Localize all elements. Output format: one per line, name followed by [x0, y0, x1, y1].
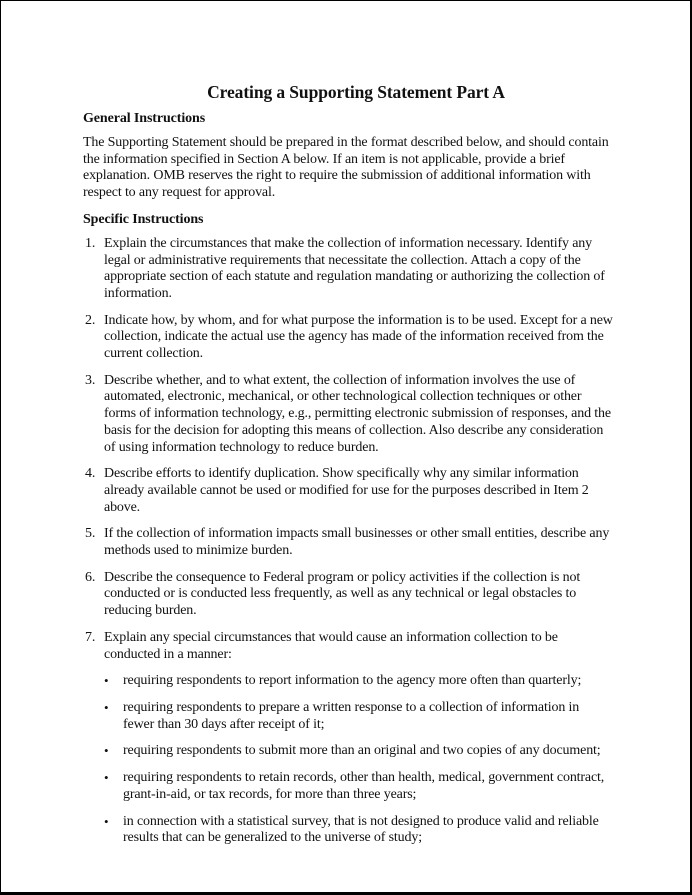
item-text: Explain any special circumstances that would cause an information collection to be conducted in a manner:: [104, 629, 558, 662]
list-item: [83, 373, 613, 457]
list-item: [83, 236, 613, 303]
general-instructions-text: The Supporting Statement should be prepared in the format described below, and should contain the information specified in Section A below. If an item is not applicable, provide a brief explanation. OMB reserves the right to require the submission of additional information with respect to any request for approval.: [83, 135, 609, 201]
document-content: [83, 81, 613, 857]
bullet-text: in connection with a statistical survey, that is not designed to produce valid and reliable results that can be generalized to the universe of study;: [123, 813, 599, 846]
item-number: 3.: [85, 372, 96, 388]
bullet-item: [104, 743, 613, 760]
bullet-icon: •: [104, 743, 109, 759]
bullet-icon: •: [104, 699, 109, 715]
bullet-icon: •: [104, 770, 109, 786]
list-item: [83, 570, 613, 620]
specific-instructions-list: [83, 236, 613, 847]
special-circumstances-list: [104, 673, 613, 847]
bullet-icon: •: [104, 813, 109, 829]
list-item: [83, 313, 613, 363]
list-item: [83, 526, 613, 559]
item-text: If the collection of information impacts small businesses or other small entities, describe any methods used to minimize burden.: [104, 526, 610, 559]
item-number: 2.: [85, 312, 96, 328]
item-text: Indicate how, by whom, and for what purpose the information is to be used. Except for a new collection, indicate the actual use the agency has made of the information received from the current collection.: [104, 312, 613, 362]
specific-instructions-heading: Specific Instructions: [83, 211, 204, 227]
bullet-icon: •: [104, 673, 109, 689]
item-text: Describe efforts to identify duplication. Show specifically why any similar information already available cannot be used or modified for use for the purposes described in Item 2 above.: [104, 466, 589, 515]
general-instructions-heading: General Instructions: [83, 111, 206, 126]
item-text: Describe the consequence to Federal program or policy activities if the collection is not conducted or is conducted less frequently, as well as any technical or legal obstacles to reducing burden.: [104, 569, 581, 619]
item-number: 4.: [85, 466, 96, 482]
item-number: 1.: [85, 235, 96, 251]
bullet-item: [104, 673, 613, 690]
bullet-item: [104, 700, 613, 733]
bullet-text: requiring respondents to submit more than an original and two copies of any document;: [123, 743, 601, 759]
item-text: Describe whether, and to what extent, the collection of information involves the use of automated, electronic, mechanical, or other technological collection techniques or other forms of information technology, e.g., permitting electronic submission of responses, and the basis for the decision for adopting this means of collection. Also describe any consideration of using information technology to reduce burden.: [104, 372, 611, 455]
bullet-text: requiring respondents to prepare a written response to a collection of information in fewer than 30 days after receipt of it;: [123, 699, 580, 732]
document-title: Creating a Supporting Statement Part A: [207, 82, 505, 102]
bullet-item: [104, 770, 613, 803]
bullet-text: requiring respondents to retain records, other than health, medical, government contract, grant-in-aid, or tax records, for more than three years;: [123, 770, 605, 802]
item-number: 6.: [85, 569, 96, 585]
list-item: [83, 630, 613, 847]
list-item: [83, 466, 613, 516]
item-text: Explain the circumstances that make the collection of information necessary. Identify any legal or administrative requirements that necessitate the collection. Attach a copy of the appropriate section of each statute and regulation mandating or authorizing the collection of information.: [104, 235, 605, 301]
item-number: 5.: [85, 526, 96, 542]
item-number: 7.: [85, 629, 96, 645]
bullet-item: [104, 814, 613, 847]
bullet-text: requiring respondents to report information to the agency more often than quarterly;: [123, 673, 582, 689]
